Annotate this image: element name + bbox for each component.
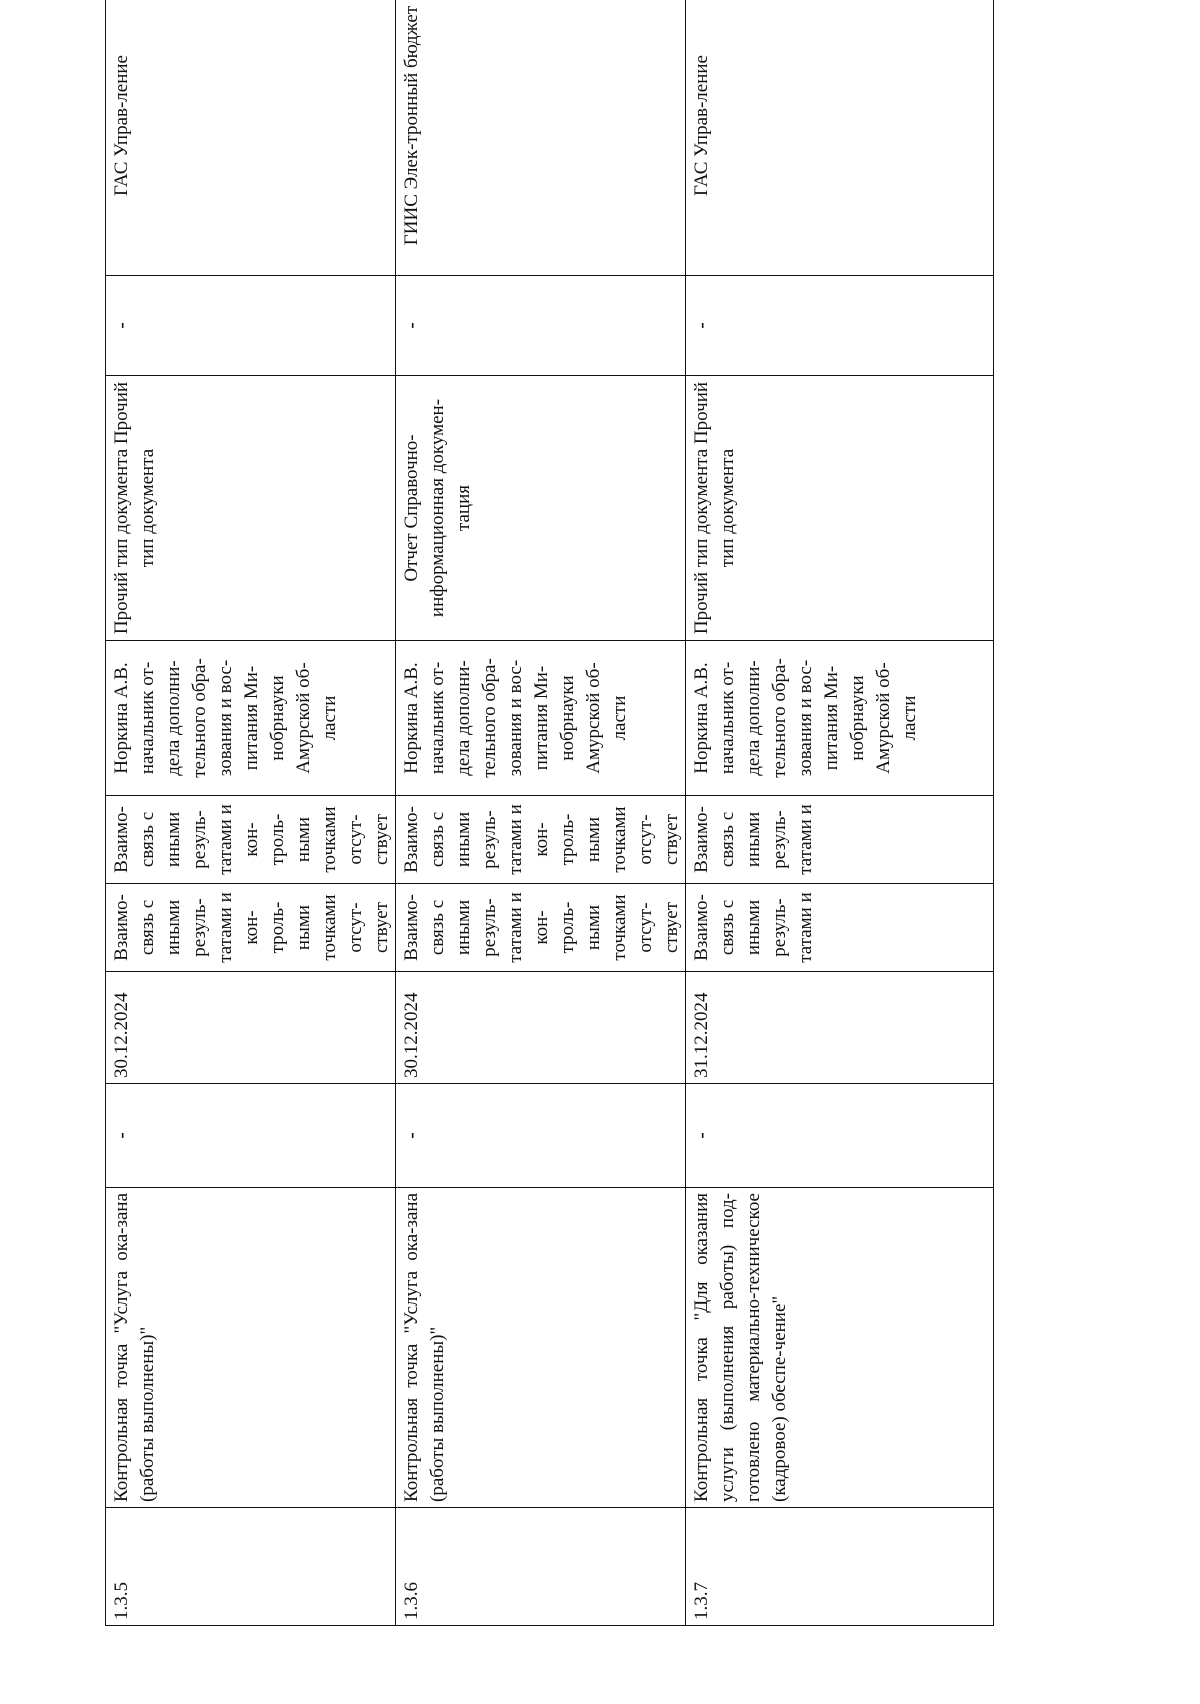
information-system: ГАС Управ-ление (111, 55, 132, 196)
document-type-cell (396, 376, 686, 641)
control-point-title-cell (396, 1188, 686, 1508)
relation-text-a: Взаимо-связь с иными резуль-татами и кон-троль-ными точками отсут-ствует (401, 892, 682, 963)
level-value: - (401, 322, 422, 329)
previous-value: - (691, 1132, 712, 1139)
responsible-cell (686, 641, 994, 796)
previous-value: - (401, 1132, 422, 1139)
deadline-cell (686, 972, 994, 1084)
deadline-date: 31.12.2024 (691, 992, 712, 1078)
relation-text-a: Взаимо-связь с иными резуль-татами и (691, 892, 816, 963)
row-number: 1.3.6 (401, 1582, 422, 1620)
responsible-cell (396, 641, 686, 796)
control-point-title-cell (106, 1188, 396, 1508)
responsible-cell (106, 641, 396, 796)
relation-text-b: Взаимо-связь с иными резуль-татами и кон-троль-ными точками отсут-ствует (401, 804, 682, 875)
table-row (106, 0, 396, 1626)
level-cell (396, 276, 686, 376)
information-system-cell (106, 0, 396, 276)
control-point-title: Контрольная точка "Для оказания услуги (выполнения работы) под-готовлено материально-техническое (кадровое) обеспе-чение" (691, 1193, 790, 1502)
relation-text-b: Взаимо-связь с иными резуль-татами и (691, 804, 816, 875)
previous-cell (686, 1084, 994, 1188)
relation-text-a: Взаимо-связь с иными резуль-татами и кон-троль-ными точками отсут-ствует (111, 892, 392, 963)
responsible-person: Норкина А.В. начальник от-дела дополни-тельного обра-зования и вос-питания Ми-нобрнауки Амурской об-ласти (691, 658, 920, 778)
deadline-cell (106, 972, 396, 1084)
row-number-cell (396, 1508, 686, 1626)
relation-cell-a (686, 884, 994, 972)
information-system: ГАС Управ-ление (691, 55, 712, 196)
control-point-title-cell (686, 1188, 994, 1508)
document-type: Прочий тип документа Прочий тип документа (111, 381, 158, 635)
document-type: Прочий тип документа Прочий тип документа (691, 381, 738, 635)
relation-cell-b (396, 796, 686, 884)
deadline-cell (396, 972, 686, 1084)
previous-cell (106, 1084, 396, 1188)
information-system-cell (686, 0, 994, 276)
level-cell (686, 276, 994, 376)
previous-value: - (111, 1132, 132, 1139)
information-system: ГИИС Элек-тронный бюджет (401, 5, 422, 246)
relation-cell-b (106, 796, 396, 884)
document-type-cell (686, 376, 994, 641)
level-cell (106, 276, 396, 376)
control-point-title: Контрольная точка "Услуга ока-зана (работы выполнены)" (111, 1193, 158, 1502)
deadline-date: 30.12.2024 (111, 992, 132, 1078)
information-system-cell (396, 0, 686, 276)
responsible-person: Норкина А.В. начальник от-дела дополни-тельного обра-зования и вос-питания Ми-нобрнауки Амурской об-ласти (401, 658, 630, 778)
responsible-person: Норкина А.В. начальник от-дела дополни-тельного обра-зования и вос-питания Ми-нобрнауки Амурской об-ласти (111, 658, 340, 778)
row-number: 1.3.7 (691, 1582, 712, 1620)
previous-cell (396, 1084, 686, 1188)
relation-cell-b (686, 796, 994, 884)
control-points-table (105, 0, 994, 1626)
document-type-cell (106, 376, 396, 641)
level-value: - (111, 322, 132, 329)
relation-cell-a (396, 884, 686, 972)
table-row (396, 0, 686, 1626)
table-row (686, 0, 994, 1626)
document-type: Отчет Справочно-информационная докумен-тация (401, 398, 474, 618)
relation-text-b: Взаимо-связь с иными резуль-татами и кон-троль-ными точками отсут-ствует (111, 804, 392, 875)
row-number-cell (686, 1508, 994, 1626)
deadline-date: 30.12.2024 (401, 992, 422, 1078)
row-number-cell (106, 1508, 396, 1626)
rotated-page-content (105, 0, 957, 1626)
level-value: - (691, 322, 712, 329)
row-number: 1.3.5 (111, 1582, 132, 1620)
relation-cell-a (106, 884, 396, 972)
control-point-title: Контрольная точка "Услуга ока-зана (работы выполнены)" (401, 1193, 448, 1502)
